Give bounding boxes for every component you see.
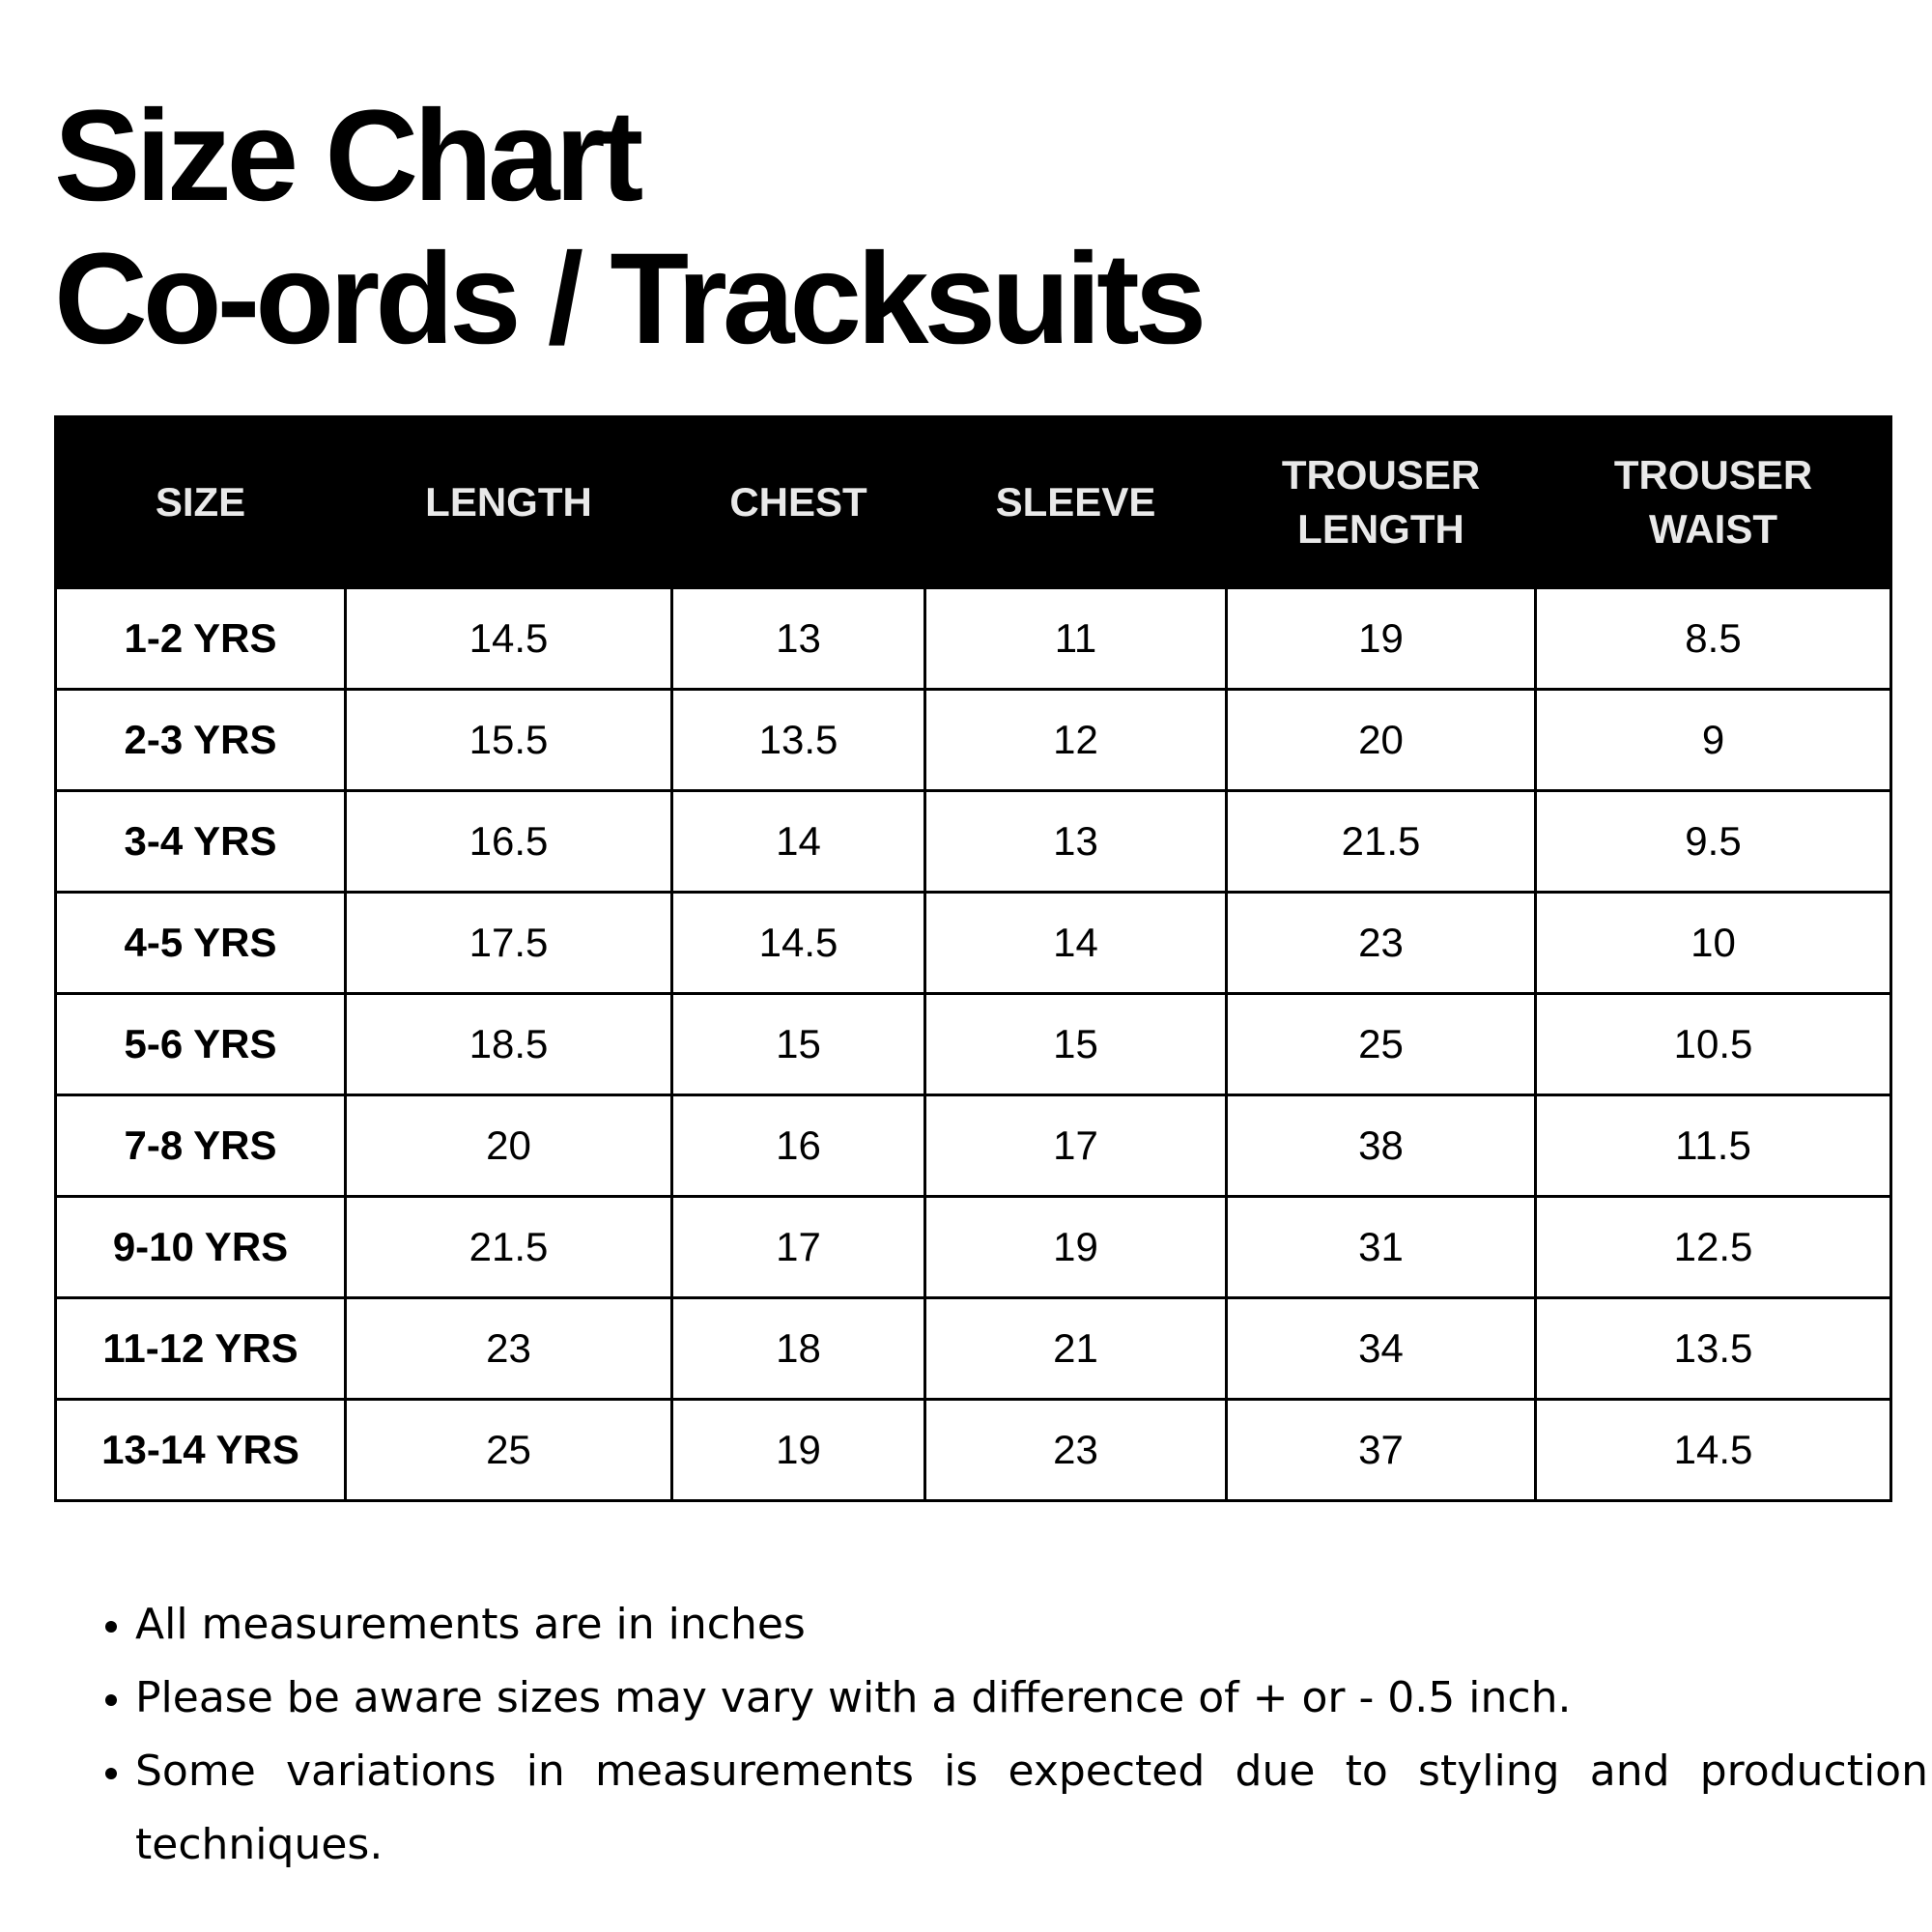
cell-length: 15.5 <box>346 690 672 791</box>
cell-length: 18.5 <box>346 994 672 1095</box>
table-row <box>56 791 1891 893</box>
cell-chest: 14.5 <box>672 893 925 994</box>
cell-sleeve: 17 <box>925 1095 1227 1197</box>
table-row <box>56 1400 1891 1501</box>
header-size: SIZE <box>56 417 346 588</box>
cell-trouser-waist: 11.5 <box>1536 1095 1891 1197</box>
cell-trouser-length: 25 <box>1227 994 1536 1095</box>
cell-size: 9-10 YRS <box>56 1197 346 1298</box>
notes-list <box>97 1588 1928 1882</box>
cell-size: 7-8 YRS <box>56 1095 346 1197</box>
title-line-1: Size Chart <box>54 84 639 228</box>
header-trouser-length: TROUSER LENGTH <box>1227 417 1536 588</box>
cell-chest: 15 <box>672 994 925 1095</box>
cell-chest: 17 <box>672 1197 925 1298</box>
cell-chest: 19 <box>672 1400 925 1501</box>
header-length: LENGTH <box>346 417 672 588</box>
cell-trouser-length: 37 <box>1227 1400 1536 1501</box>
cell-trouser-waist: 10.5 <box>1536 994 1891 1095</box>
cell-trouser-length: 38 <box>1227 1095 1536 1197</box>
note-item: • All measurements are in inches <box>135 1588 1928 1662</box>
cell-length: 16.5 <box>346 791 672 893</box>
cell-size: 1-2 YRS <box>56 588 346 690</box>
table-row <box>56 1298 1891 1400</box>
cell-sleeve: 15 <box>925 994 1227 1095</box>
table-row <box>56 1095 1891 1197</box>
cell-length: 25 <box>346 1400 672 1501</box>
cell-trouser-length: 23 <box>1227 893 1536 994</box>
cell-trouser-length: 34 <box>1227 1298 1536 1400</box>
table-row <box>56 1197 1891 1298</box>
cell-trouser-waist: 10 <box>1536 893 1891 994</box>
cell-length: 21.5 <box>346 1197 672 1298</box>
note-item: • Some variations in measurements is expected due to styling and production techniques. <box>135 1735 1928 1882</box>
table-header-row <box>56 417 1891 588</box>
cell-trouser-waist: 14.5 <box>1536 1400 1891 1501</box>
table-row <box>56 588 1891 690</box>
cell-size: 3-4 YRS <box>56 791 346 893</box>
header-sleeve: SLEEVE <box>925 417 1227 588</box>
cell-size: 11-12 YRS <box>56 1298 346 1400</box>
cell-chest: 16 <box>672 1095 925 1197</box>
table-row <box>56 690 1891 791</box>
table-row <box>56 893 1891 994</box>
cell-trouser-length: 20 <box>1227 690 1536 791</box>
cell-length: 14.5 <box>346 588 672 690</box>
note-item: • Please be aware sizes may vary with a difference of + or - 0.5 inch. <box>135 1662 1928 1735</box>
page-title <box>54 85 1202 371</box>
cell-sleeve: 14 <box>925 893 1227 994</box>
cell-trouser-length: 19 <box>1227 588 1536 690</box>
cell-size: 5-6 YRS <box>56 994 346 1095</box>
cell-sleeve: 19 <box>925 1197 1227 1298</box>
cell-sleeve: 13 <box>925 791 1227 893</box>
cell-trouser-length: 31 <box>1227 1197 1536 1298</box>
cell-trouser-waist: 9.5 <box>1536 791 1891 893</box>
cell-chest: 18 <box>672 1298 925 1400</box>
cell-sleeve: 21 <box>925 1298 1227 1400</box>
cell-trouser-waist: 12.5 <box>1536 1197 1891 1298</box>
header-chest: CHEST <box>672 417 925 588</box>
cell-sleeve: 23 <box>925 1400 1227 1501</box>
cell-sleeve: 11 <box>925 588 1227 690</box>
title-line-2: Co-ords / Tracksuits <box>54 227 1203 371</box>
cell-size: 2-3 YRS <box>56 690 346 791</box>
cell-length: 20 <box>346 1095 672 1197</box>
cell-trouser-waist: 8.5 <box>1536 588 1891 690</box>
cell-chest: 13 <box>672 588 925 690</box>
cell-length: 17.5 <box>346 893 672 994</box>
size-chart-table <box>54 415 1892 1502</box>
cell-size: 4-5 YRS <box>56 893 346 994</box>
cell-sleeve: 12 <box>925 690 1227 791</box>
cell-length: 23 <box>346 1298 672 1400</box>
cell-size: 13-14 YRS <box>56 1400 346 1501</box>
table-row <box>56 994 1891 1095</box>
cell-chest: 14 <box>672 791 925 893</box>
cell-chest: 13.5 <box>672 690 925 791</box>
cell-trouser-length: 21.5 <box>1227 791 1536 893</box>
cell-trouser-waist: 13.5 <box>1536 1298 1891 1400</box>
cell-trouser-waist: 9 <box>1536 690 1891 791</box>
header-trouser-waist: TROUSER WAIST <box>1536 417 1891 588</box>
